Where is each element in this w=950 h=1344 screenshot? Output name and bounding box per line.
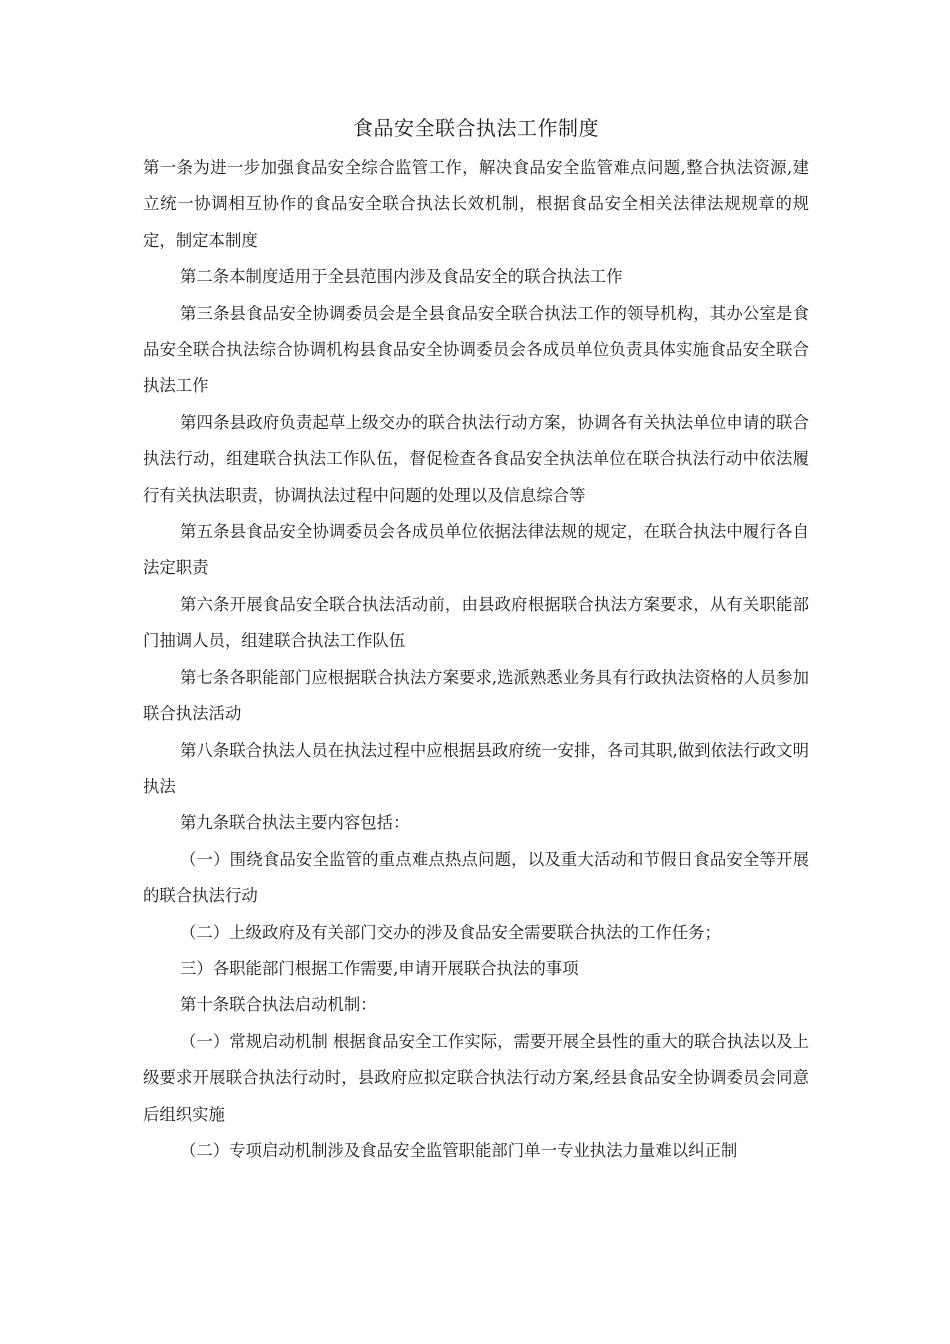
article-5: 第五条县食品安全协调委员会各成员单位依据法律法规的规定，在联合执法中履行各自法定职责 (143, 522, 809, 578)
article-7: 第七条各职能部门应根据联合执法方案要求,选派熟悉业务具有行政执法资格的人员参加联合执法活动 (143, 667, 809, 724)
article-4: 第四条县政府负责起草上级交办的联合执法行动方案，协调各有关执法单位申请的联合执法行动，组建联合执法工作队伍，督促检查各食品安全执法单位在联合执法行动中依法履行有关执法职责，协调执法过程中问题的处理以及信息综合等 (143, 412, 809, 505)
article-8: 第八条联合执法人员在执法过程中应根据县政府统一安排，各司其职,做到依法行政文明执法 (143, 740, 809, 796)
article-3: 第三条县食品安全协调委员会是全县食品安全联合执法工作的领导机构，其办公室是食品安全联合执法综合协调机构县食品安全协调委员会各成员单位负责具体实施食品安全联合执法工作 (143, 303, 809, 396)
article-9-item-1: （一）围绕食品安全监管的重点难点热点问题，以及重大活动和节假日食品安全等开展的联合执法行动 (143, 849, 809, 906)
article-10: 第十条联合执法启动机制： (180, 995, 377, 1015)
document-title: 食品安全联合执法工作制度 (353, 116, 599, 140)
article-6: 第六条开展食品安全联合执法活动前，由县政府根据联合执法方案要求，从有关职能部门抽调人员，组建联合执法工作队伍 (143, 594, 809, 651)
article-9: 第九条联合执法主要内容包括： (180, 813, 410, 833)
document-page (143, 106, 809, 1169)
article-2: 第二条本制度适用于全县范围内涉及食品安全的联合执法工作 (180, 267, 623, 287)
article-1: 第一条为进一步加强食品安全综合监管工作，解决食品安全监管难点问题,整合执法资源,建立统一协调相互协作的食品安全联合执法长效机制，根据食品安全相关法律法规规章的规定，制定本制度 (143, 158, 809, 250)
article-10-item-2: （二）专项启动机制涉及食品安全监管职能部门单一专业执法力量难以纠正制 (180, 1140, 738, 1160)
article-9-item-3: 三）各职能部门根据工作需要,申请开展联合执法的事项 (180, 958, 579, 978)
article-9-item-2: （二）上级政府及有关部门交办的涉及食品安全需要联合执法的工作任务； (180, 922, 721, 942)
article-10-item-1: （一）常规启动机制 根据食品安全工作实际，需要开展全县性的重大的联合执法以及上级要求开展联合执法行动时，县政府应拟定联合执法行动方案,经县食品安全协调委员会同意后组织实施 (143, 1031, 809, 1124)
